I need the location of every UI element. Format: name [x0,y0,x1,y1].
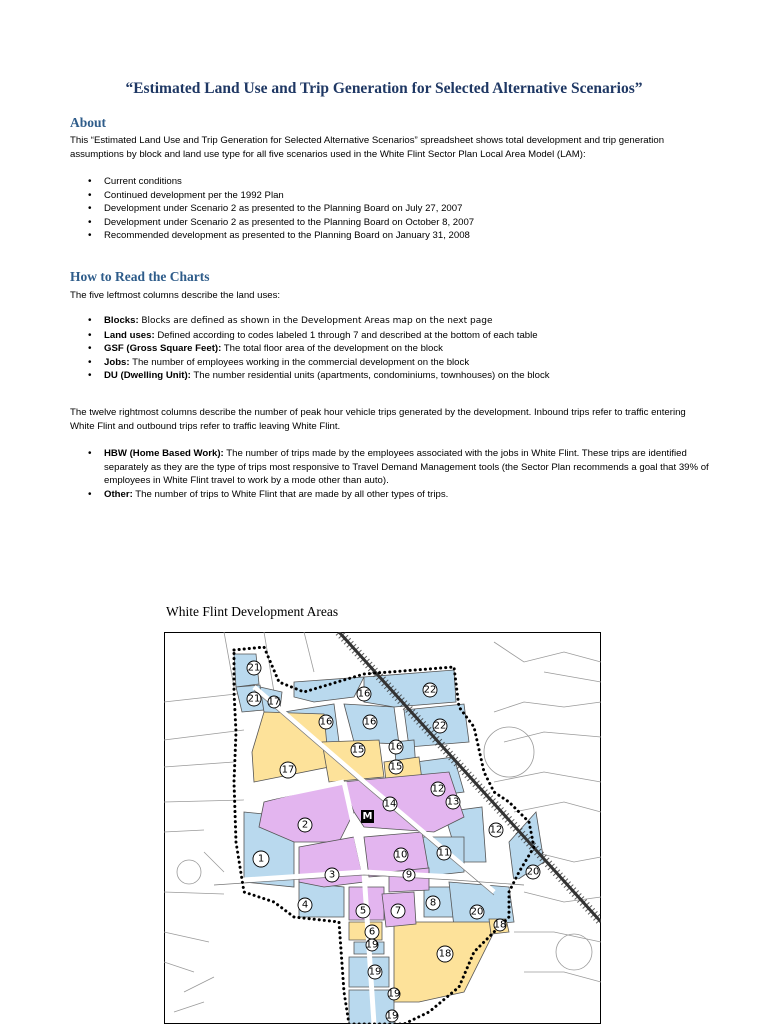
list-item [70,329,710,343]
list-item: • Current conditions [70,175,710,189]
land-use-list [70,314,710,383]
svg-text:16: 16 [319,716,333,728]
description: The number of trips made by the employees associated with the jobs in White Flint. These trips are identified separately as they are the type of trips most responsive to Travel Demand Management tools (the Sector Plan recommends a goal that 39% of employees in White Flint travel to work by a mode other than auto). [104,448,709,486]
svg-text:2: 2 [301,819,309,831]
scenario-list [70,175,710,243]
svg-text:5: 5 [359,905,367,917]
svg-text:1: 1 [257,853,265,865]
about-intro: This “Estimated Land Use and Trip Generation for Selected Alternative Scenarios” spreadsheet shows total development and trip generation assumptions by block and land use type for all five scenarios used in the White Flint Sector Plan Local Area Model (LAM): [70,135,665,160]
svg-text:20: 20 [526,866,540,878]
term: Blocks: [104,315,139,326]
term: HBW (Home Based Work): [104,448,224,459]
development-areas-map [164,632,601,1024]
metro-label: M [362,811,373,822]
svg-text:19: 19 [387,988,401,1000]
svg-text:20: 20 [470,906,484,918]
description: Blocks are defined as shown in the Development Areas map on the next page [141,316,493,326]
how-to-heading: How to Read the Charts [70,269,210,284]
svg-text:22: 22 [423,684,437,696]
term: DU (Dwelling Unit): [104,370,191,381]
description: The number of employees working in the commercial development on the block [132,356,470,368]
term: GSF (Gross Square Feet): [104,343,222,354]
list-item: • Recommended development as presented to the Planning Board on January 31, 2008 [70,229,710,243]
term: Other: [104,488,133,500]
svg-text:4: 4 [301,899,309,911]
list-item: • Development under Scenario 2 as presented to the Planning Board on July 27, 2007 [70,202,710,216]
list-item: • Continued development per the 1992 Plan [70,189,710,203]
svg-text:17: 17 [281,764,295,776]
leftmost-intro: The five leftmost columns describe the land uses: [70,290,281,301]
term: Land uses: [104,329,155,341]
svg-text:3: 3 [328,869,336,881]
svg-text:17: 17 [267,696,281,708]
svg-text:9: 9 [405,869,413,881]
svg-text:19: 19 [385,1010,399,1022]
svg-text:12: 12 [431,783,445,795]
svg-text:18: 18 [493,919,507,931]
svg-text:22: 22 [433,720,447,732]
term: Jobs: [104,356,130,368]
svg-text:21: 21 [247,693,261,705]
svg-text:16: 16 [363,716,377,728]
svg-text:8: 8 [429,897,437,909]
list-item [70,447,710,488]
svg-text:16: 16 [389,741,403,753]
svg-text:21: 21 [247,662,261,674]
list-item [70,369,710,383]
rightmost-intro: The twelve rightmost columns describe the number of peak hour vehicle trips generated by the development. Inbound trips refer to traffic entering White Flint and outbound trips refer to traffic leaving White Flint. [70,407,686,432]
svg-text:19: 19 [368,966,382,978]
svg-text:12: 12 [489,824,503,836]
svg-text:11: 11 [437,847,451,859]
svg-text:14: 14 [383,798,397,810]
map-title: White Flint Development Areas [166,604,339,619]
svg-text:15: 15 [351,744,365,756]
svg-text:19: 19 [365,939,379,951]
svg-text:7: 7 [394,905,402,917]
svg-text:16: 16 [357,688,371,700]
list-item [70,488,710,502]
description: The total floor area of the development on the block [223,343,443,354]
trip-list [70,447,710,501]
about-heading: About [70,115,107,130]
list-item [70,356,710,370]
svg-text:6: 6 [368,926,376,938]
page-title: “Estimated Land Use and Trip Generation for Selected Alternative Scenarios” [125,80,643,97]
list-item [70,314,710,329]
svg-text:15: 15 [389,761,403,773]
description: The number residential units (apartments, condominiums, townhouses) on the block [193,370,550,381]
svg-text:18: 18 [438,948,452,960]
list-item [70,342,710,356]
list-item: • Development under Scenario 2 as presented to the Planning Board on October 8, 2007 [70,216,710,230]
metro-station-icon [361,810,374,823]
description: Defined according to codes labeled 1 through 7 and described at the bottom of each table [157,329,538,341]
description: The number of trips to White Flint that are made by all other types of trips. [135,488,449,500]
svg-text:10: 10 [394,849,408,861]
svg-text:13: 13 [446,796,460,808]
